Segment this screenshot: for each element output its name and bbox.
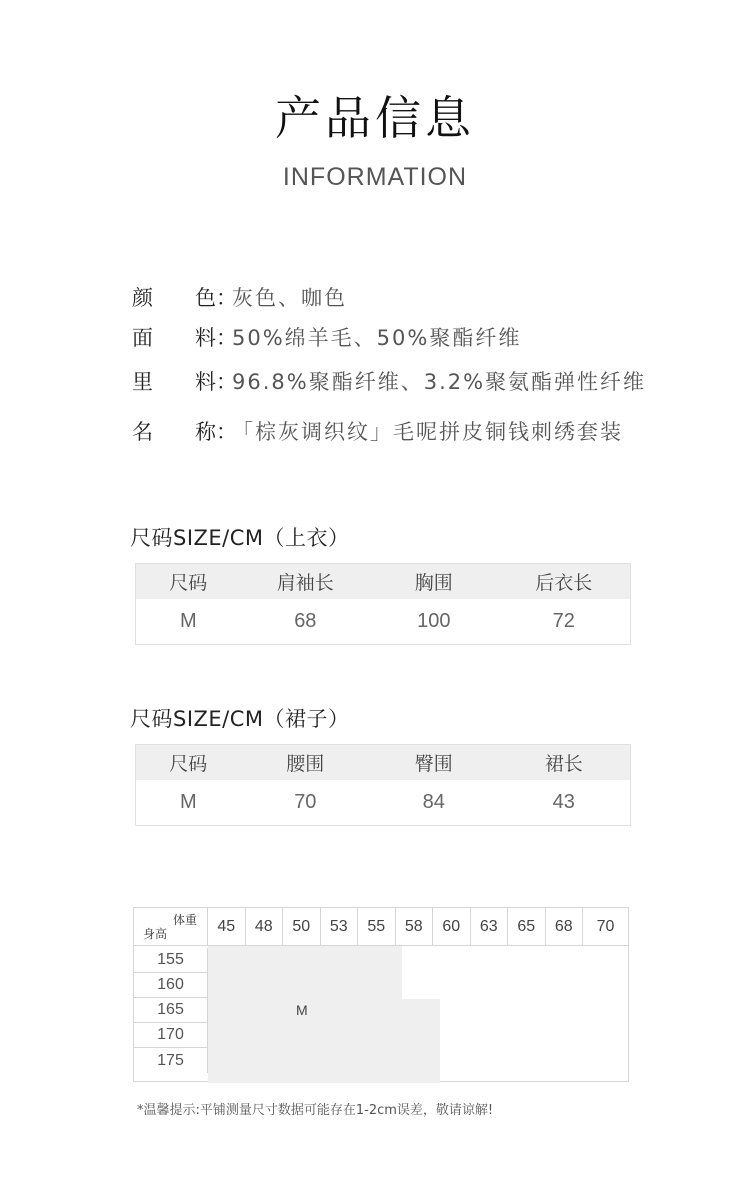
fit-grid — [133, 907, 629, 1082]
header-cell: 肩袖长 — [276, 572, 334, 594]
info-label: 名称 — [132, 420, 216, 444]
info-value: 灰色、咖色 — [232, 286, 347, 310]
info-label: 颜色 — [132, 286, 216, 310]
weight-header-cell: 63 — [471, 908, 509, 946]
size-m-region — [208, 999, 440, 1083]
weight-header-cell: 48 — [246, 908, 284, 946]
weight-axis-label: 体重 — [172, 913, 197, 927]
header-cell: 尺码 — [169, 753, 208, 775]
info-colon: ： — [216, 370, 237, 394]
height-row-cell: 160 — [134, 973, 208, 998]
info-value: 「棕灰调织纹」毛呢拼皮铜钱刺绣套装 — [232, 420, 623, 444]
info-label: 面料 — [132, 326, 216, 350]
skirt-size-title: 尺码SIZE/CM（裙子） — [130, 707, 350, 731]
page-subtitle: INFORMATION — [282, 163, 468, 191]
skirt-size-table — [135, 744, 631, 826]
height-row-cell: 165 — [134, 998, 208, 1023]
height-row-cell: 170 — [134, 1023, 208, 1048]
table-header-row — [136, 564, 630, 599]
header-cell: 胸围 — [414, 572, 453, 594]
table-header-row — [136, 745, 630, 780]
top-size-table — [135, 563, 631, 645]
header-cell: 裙长 — [544, 753, 583, 775]
data-cell: M — [179, 791, 197, 813]
data-cell: 68 — [294, 610, 317, 632]
height-axis-label: 身高 — [143, 927, 168, 941]
header-cell: 臀围 — [414, 753, 453, 775]
data-cell: 100 — [417, 610, 451, 632]
info-colon: ： — [216, 420, 237, 444]
measurement-note: *温馨提示:平铺测量尺寸数据可能存在1-2cm误差，敬请谅解! — [137, 1103, 494, 1118]
info-label: 里料 — [132, 370, 216, 394]
weight-header-cell: 45 — [208, 908, 246, 946]
data-cell: 72 — [552, 610, 575, 632]
data-cell: M — [179, 610, 197, 632]
header-cell: 尺码 — [169, 572, 208, 594]
info-value: 96.8%聚酯纤维、3.2%聚氨酯弹性纤维 — [232, 370, 647, 394]
height-row-cell: 175 — [134, 1048, 208, 1073]
info-value: 50%绵羊毛、50%聚酯纤维 — [232, 326, 522, 350]
info-colon: ： — [216, 326, 237, 350]
info-color — [132, 282, 347, 312]
weight-header-cell: 50 — [283, 908, 321, 946]
weight-header-cell: 65 — [508, 908, 546, 946]
data-cell: 43 — [552, 791, 575, 813]
weight-header-cell: 55 — [358, 908, 396, 946]
weight-header-cell: 70 — [583, 908, 628, 946]
info-lining — [132, 366, 646, 396]
weight-header-cell: 68 — [546, 908, 584, 946]
header-cell: 腰围 — [286, 753, 325, 775]
data-cell: 70 — [294, 791, 317, 813]
info-colon: ： — [216, 286, 237, 310]
info-name — [132, 416, 623, 446]
table-row — [136, 599, 630, 644]
height-row-cell: 155 — [134, 948, 208, 973]
data-cell: 84 — [422, 791, 445, 813]
top-size-title: 尺码SIZE/CM（上衣） — [130, 526, 350, 550]
weight-header-cell: 60 — [433, 908, 471, 946]
size-m-region — [208, 946, 402, 999]
weight-header-cell: 53 — [321, 908, 359, 946]
table-row — [136, 780, 630, 825]
info-fabric — [132, 322, 521, 352]
size-m-label: M — [296, 1002, 308, 1018]
weight-header-cell: 58 — [396, 908, 434, 946]
page-title: 产品信息 — [275, 91, 475, 145]
header-cell: 后衣长 — [535, 572, 593, 594]
grid-corner — [134, 908, 208, 946]
